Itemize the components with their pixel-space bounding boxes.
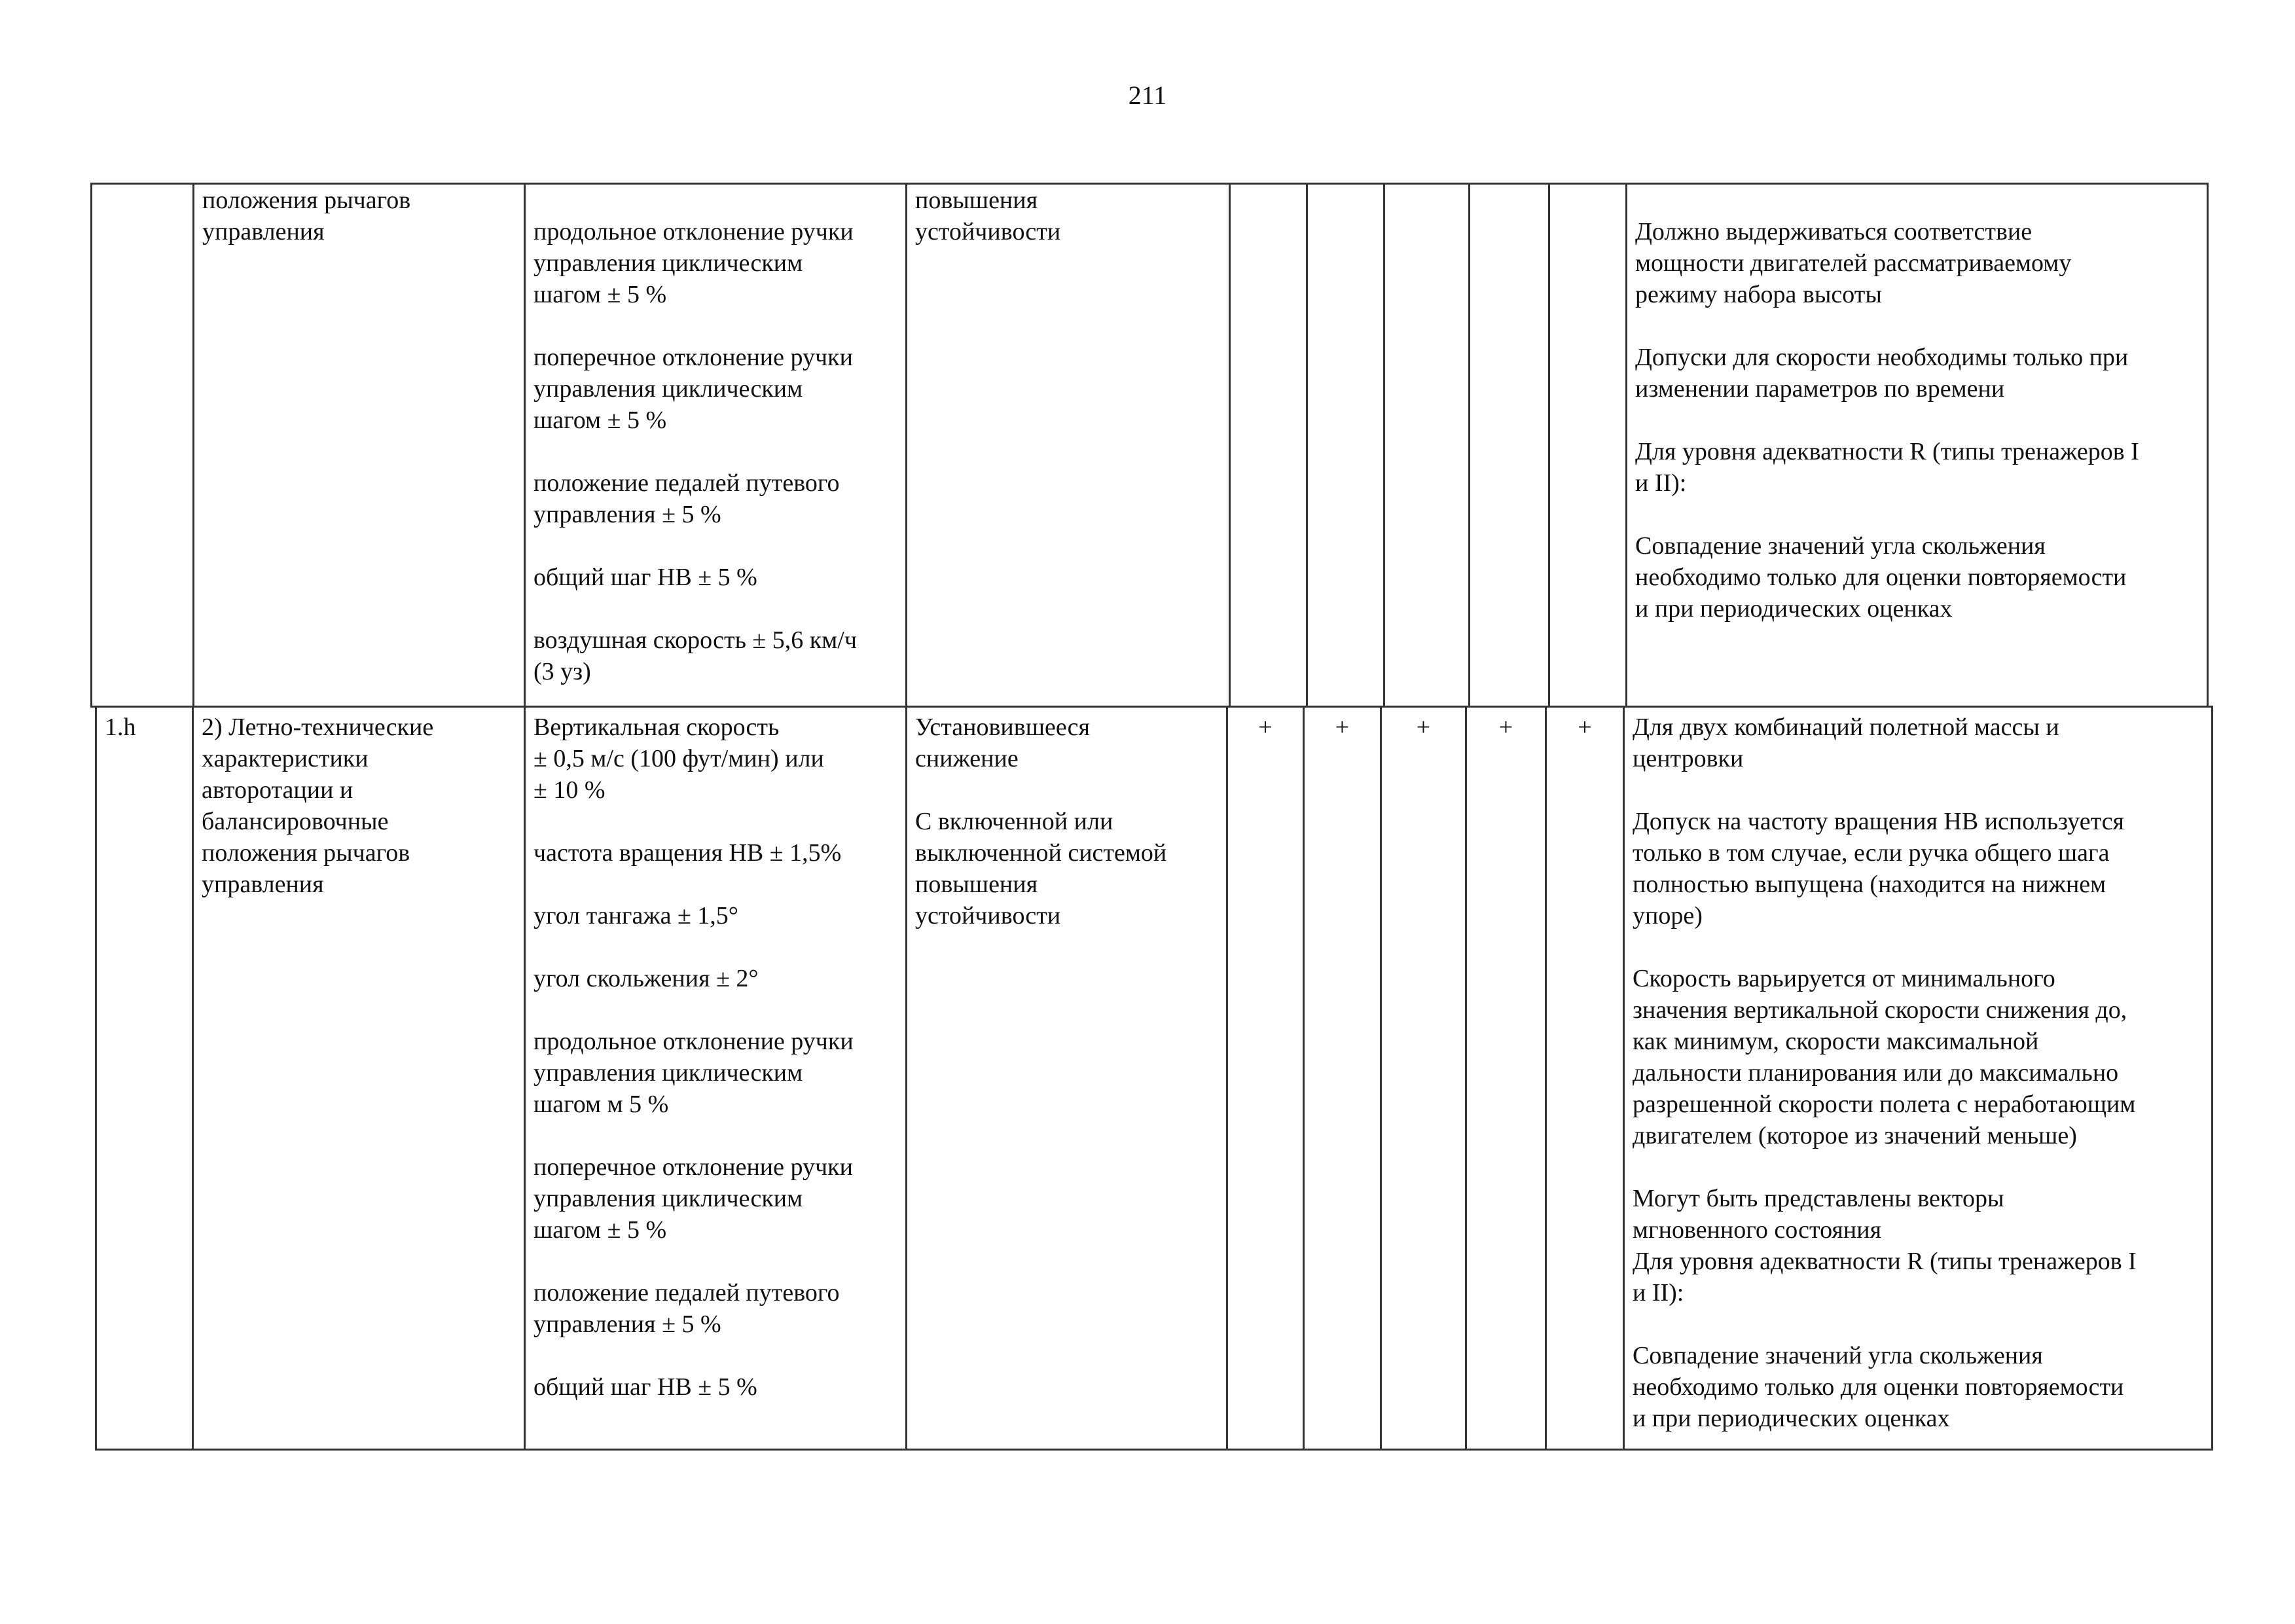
comment-item: Совпадение значений угла скольжения необходимо только для оценки повторяемости и при периодических оценках bbox=[1633, 1342, 2124, 1432]
tolerance-item: положение педалей путевого управления ± 5 % bbox=[533, 469, 840, 528]
cell-id bbox=[92, 184, 194, 707]
test-name: положения рычагов управления bbox=[202, 187, 411, 245]
cell-mark bbox=[1470, 184, 1549, 707]
cell-mark bbox=[1381, 707, 1466, 1450]
condition-item: Установившееся снижение bbox=[915, 713, 1090, 772]
plus-mark: + bbox=[1498, 713, 1513, 741]
plus-mark: + bbox=[1335, 713, 1350, 741]
cell-conditions bbox=[907, 184, 1230, 707]
tolerance-item: воздушная скорость ± 5,6 км/ч (3 уз) bbox=[533, 626, 857, 685]
condition-item: повышения устойчивости bbox=[915, 187, 1061, 245]
cell-comments bbox=[1624, 707, 2213, 1450]
tolerance-item: Вертикальная скорость ± 0,5 м/с (100 фут/мин) или ± 10 % bbox=[533, 713, 824, 804]
table-row bbox=[92, 184, 2208, 707]
cell-mark bbox=[1549, 184, 1627, 707]
comment-item: Скорость варьируется от минимального значения вертикальной скорости снижения до, как минимум, скорости максимальной дальности планирования или до максимально разрешенной скорости полета с неработающим двигателем (которое из значений меньше) bbox=[1633, 965, 2136, 1149]
cell-mark bbox=[1230, 184, 1307, 707]
tolerance-item: продольное отклонение ручки управления циклическим шагом м 5 % bbox=[533, 1028, 854, 1118]
condition-item: С включенной или выключенной системой повышения устойчивости bbox=[915, 808, 1167, 929]
table-row bbox=[96, 707, 2213, 1450]
comment-item: Могут быть представлены векторы мгновенного состояния Для уровня адекватности R (типы тренажеров I и II): bbox=[1633, 1185, 2137, 1307]
cell-mark bbox=[1227, 707, 1304, 1450]
tolerance-item: общий шаг НВ ± 5 % bbox=[533, 564, 757, 591]
cell-mark bbox=[1304, 707, 1381, 1450]
plus-mark: + bbox=[1416, 713, 1431, 741]
cell-conditions bbox=[907, 707, 1227, 1450]
cell-mark bbox=[1384, 184, 1470, 707]
comment-item: Для уровня адекватности R (типы тренажеров I и II): bbox=[1635, 438, 2139, 497]
tolerance-item: частота вращения НВ ± 1,5% bbox=[533, 839, 842, 867]
test-name: 2) Летно-технические характеристики авторотации и балансировочные положения рычагов управления bbox=[202, 713, 434, 898]
plus-mark: + bbox=[1578, 713, 1592, 741]
cell-tolerances bbox=[525, 184, 907, 707]
cell-test bbox=[193, 707, 525, 1450]
row-id: 1.h bbox=[105, 713, 136, 741]
comment-item: Для двух комбинаций полетной массы и центровки bbox=[1633, 713, 2059, 772]
tolerance-item: продольное отклонение ручки управления циклическим шагом ± 5 % bbox=[533, 218, 854, 308]
comment-item: Совпадение значений угла скольжения необходимо только для оценки повторяемости и при периодических оценках bbox=[1635, 532, 2127, 623]
cell-id bbox=[96, 707, 193, 1450]
comment-item: Допуски для скорости необходимы только при изменении параметров по времени bbox=[1635, 344, 2129, 403]
cell-mark bbox=[1307, 184, 1384, 707]
cell-test bbox=[194, 184, 525, 707]
comment-item: Допуск на частоту вращения НВ используется только в том случае, если ручка общего шага полностью выпущена (находится на нижнем упоре) bbox=[1633, 808, 2125, 929]
comment-item: Должно выдерживаться соответствие мощности двигателей рассматриваемому режиму набора высоты bbox=[1635, 218, 2072, 308]
cell-mark bbox=[1546, 707, 1624, 1450]
tolerance-item: угол тангажа ± 1,5° bbox=[533, 902, 738, 929]
tolerance-item: положение педалей путевого управления ± 5 % bbox=[533, 1279, 840, 1338]
tolerance-item: поперечное отклонение ручки управления циклическим шагом ± 5 % bbox=[533, 1153, 853, 1244]
tolerance-item: угол скольжения ± 2° bbox=[533, 965, 759, 992]
plus-mark: + bbox=[1258, 713, 1273, 741]
cell-tolerances bbox=[525, 707, 907, 1450]
requirements-table-part-1 bbox=[90, 183, 2209, 708]
tolerance-item: поперечное отклонение ручки управления циклическим шагом ± 5 % bbox=[533, 344, 853, 434]
tolerance-item: общий шаг НВ ± 5 % bbox=[533, 1373, 757, 1401]
requirements-table-part-2 bbox=[95, 706, 2213, 1451]
cell-mark bbox=[1466, 707, 1546, 1450]
cell-comments bbox=[1627, 184, 2208, 707]
page-number: 211 bbox=[1128, 81, 1167, 110]
